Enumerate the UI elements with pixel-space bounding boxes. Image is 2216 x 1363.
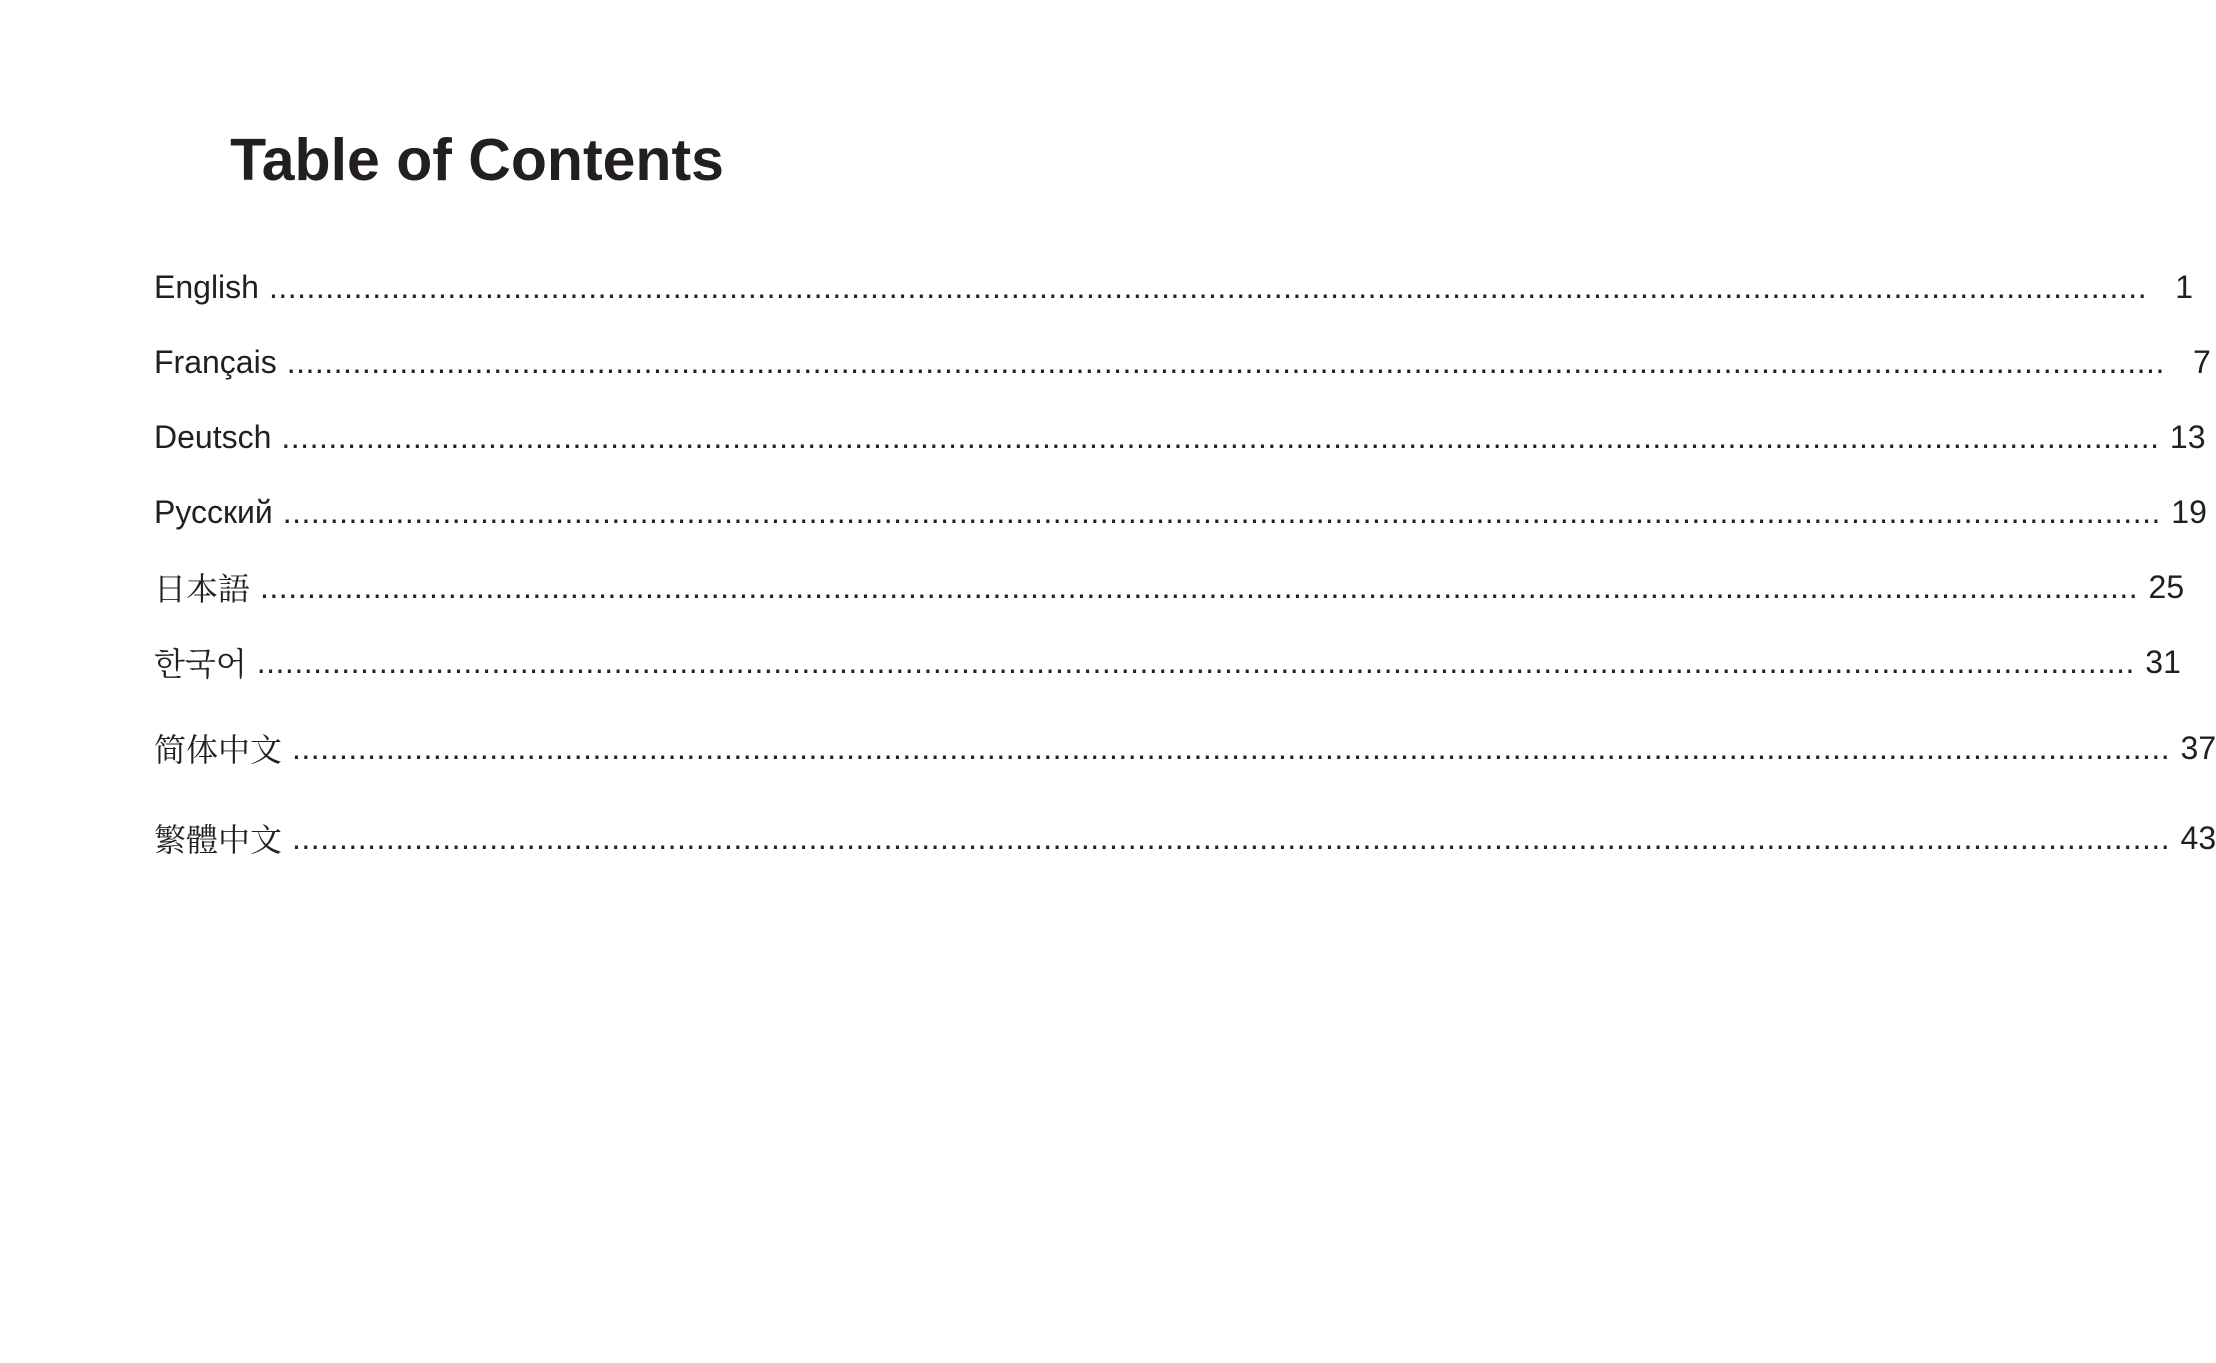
toc-leader-dots: ........................................................................................................................................................................................................ bbox=[286, 343, 2165, 380]
toc-entry-label: 简体中文 bbox=[154, 731, 283, 769]
page-title: Table of Contents bbox=[230, 127, 724, 193]
toc-leader-dots: ........................................................................................................................................................................................................ bbox=[281, 418, 2160, 455]
toc-leader-dots: ........................................................................................................................................................................................................ bbox=[292, 729, 2171, 766]
toc-entry-korean[interactable] bbox=[154, 640, 2181, 684]
toc-entry-page: 19 bbox=[2171, 493, 2207, 530]
toc-entry-page: 25 bbox=[2148, 568, 2185, 605]
toc-entry-english[interactable] bbox=[154, 265, 2194, 309]
toc-entry-label: Deutsch bbox=[154, 418, 272, 455]
toc-leader-dots: ........................................................................................................................................................................................................ bbox=[268, 268, 2148, 305]
toc-entry-label: Français bbox=[154, 343, 277, 380]
toc-entry-deutsch[interactable] bbox=[154, 415, 2206, 459]
toc-entry-label: English bbox=[154, 268, 259, 305]
toc-leader-dots: ........................................................................................................................................................................................................ bbox=[256, 643, 2135, 680]
toc-entry-traditional-chinese[interactable] bbox=[154, 816, 2216, 860]
toc-entry-simplified-chinese[interactable] bbox=[154, 726, 2216, 770]
toc-entry-page: 31 bbox=[2145, 643, 2181, 680]
toc-entry-japanese[interactable] bbox=[154, 565, 2185, 609]
toc-entry-label: 繁體中文 bbox=[154, 821, 283, 859]
toc-entry-page: 1 bbox=[2175, 268, 2194, 305]
toc-entry-page: 37 bbox=[2180, 729, 2216, 766]
toc-leader-dots: ........................................................................................................................................................................................................ bbox=[282, 493, 2161, 530]
toc-entry-page: 43 bbox=[2180, 819, 2216, 856]
toc-entry-page: 7 bbox=[2193, 343, 2211, 380]
toc-entry-label: 한국어 bbox=[154, 645, 247, 683]
toc-entry-francais[interactable] bbox=[154, 340, 2211, 384]
toc-entry-russian[interactable] bbox=[154, 490, 2207, 534]
toc-leader-dots: ........................................................................................................................................................................................................ bbox=[292, 819, 2171, 856]
toc-entry-label: Русский bbox=[154, 493, 273, 530]
toc-leader-dots: ........................................................................................................................................................................................................ bbox=[260, 568, 2139, 605]
toc-entry-page: 13 bbox=[2169, 418, 2206, 455]
toc-entry-label: 日本語 bbox=[154, 570, 251, 608]
